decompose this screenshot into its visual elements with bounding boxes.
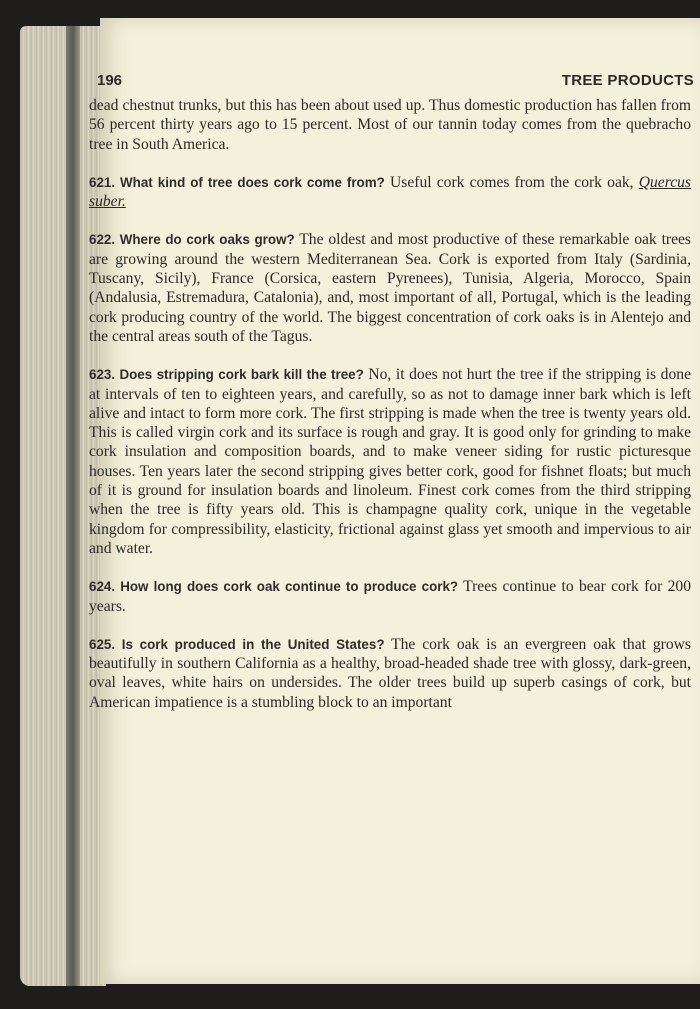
body-text: [89, 96, 691, 731]
answer-622: The oldest and most productive of these remarkable oak trees are growing around the western Mediterranean Sea. Cork is exported from Italy (Sardinia, Tuscany, Sicily), France (Corsica, eastern Pyrenees), Tunisia, Algeria, Morocco, Spain (Andalusia, Estremadura, Catalonia), and, most important of all, Portugal, which is the leading cork producing country of the world. The biggest concentration of cork oaks is in Alentejo and the central areas south of the Tagus.: [89, 231, 692, 345]
page-number: 196: [97, 72, 123, 89]
book-binding: [66, 26, 80, 986]
paragraph-621: [89, 173, 691, 212]
paragraph-622: [89, 230, 691, 346]
answer-624: Trees continue to bear cork for 200 years.: [89, 578, 691, 615]
answer-623: No, it does not hurt the tree if the stripping is done at intervals of ten to eighteen years, and carefully, so as not to damage inner bark which is left alive and intact to form more cork. The first stripping is made when the tree is twenty years old. This is called virgin cork and its surface is rough and gray. It is good only for grinding to make cork insulation and composition boards, and to make veneer siding for rustic picturesque houses. Ten years later the second stripping gives better cork, good for fishnet floats; but much of it is ground for insulation boards and linoleum. Finest cork comes from the third stripping when the tree is fifty years old. This is champagne quality cork, unique in the vegetable kingdom for compressibility, elasticity, frictional against glass yet smooth and impervious to air and water.: [89, 366, 691, 557]
question-625: 625. Is cork produced in the United States?: [89, 636, 385, 652]
running-head: [97, 72, 694, 92]
paragraph-624: [89, 577, 691, 616]
paragraph-continuation: [89, 96, 691, 154]
paragraph-body: dead chestnut trunks, but this has been about used up. Thus domestic production has fallen from 56 percent thirty years ago to 15 percent. Most of our tannin today comes from the quebracho tree in South America.: [89, 97, 691, 153]
question-621: 621. What kind of tree does cork come from?: [89, 174, 385, 190]
question-623: 623. Does stripping cork bark kill the tree?: [89, 367, 364, 383]
answer-625: The cork oak is an evergreen oak that grows beautifully in southern California as a healthy, broad-headed shade tree with glossy, dark-green, oval leaves, white hairs on undersides. The older trees build up superb casings of cork, but American impatience is a stumbling block to an important: [89, 635, 691, 711]
question-624: 624. How long does cork oak continue to produce cork?: [89, 579, 459, 595]
paragraph-625: [89, 635, 691, 712]
answer-621: Useful cork comes from the cork oak,: [390, 173, 634, 191]
section-title: TREE PRODUCTS: [561, 72, 694, 89]
paragraph-623: [89, 365, 691, 558]
species-name: Quercus suber.: [89, 173, 691, 211]
question-622: 622. Where do cork oaks grow?: [89, 232, 295, 248]
